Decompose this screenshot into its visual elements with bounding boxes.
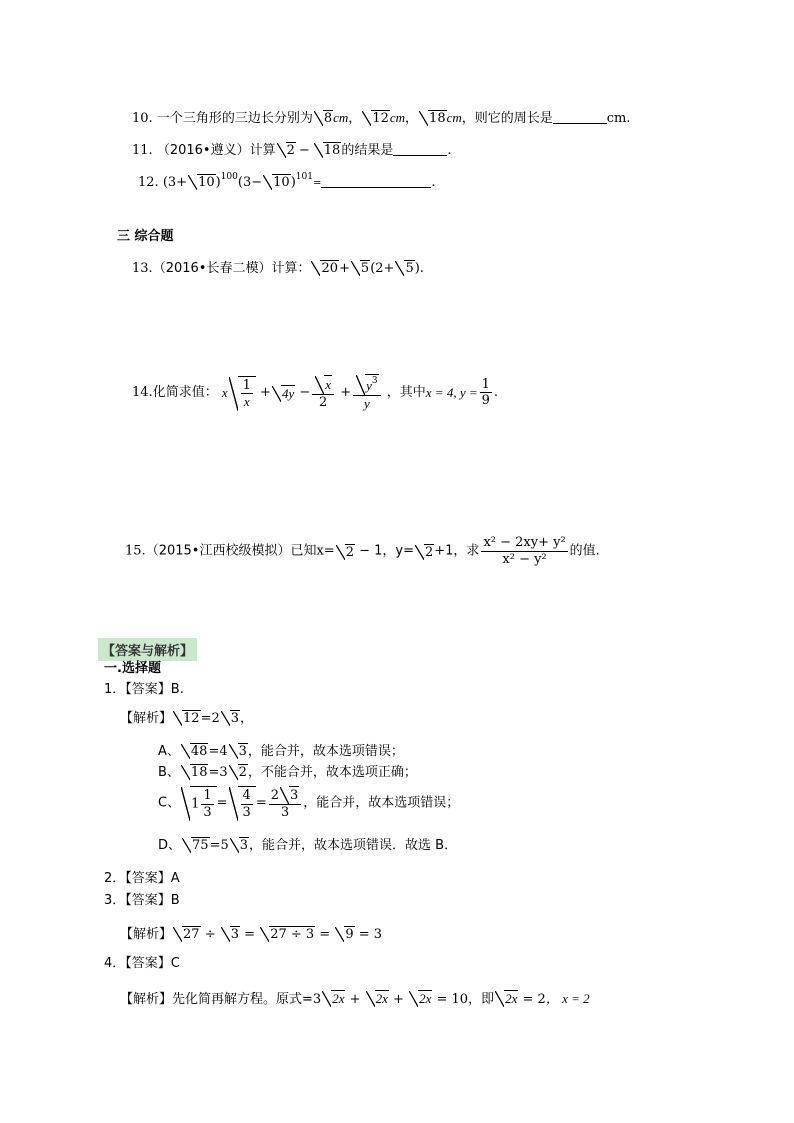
question-14: 14.化简求值： x $\frac{1}{x}$ + 4y − $\frac{x}{2}$ + $\frac{y^3}{y}$ ，其中x = 4, y = $\frac{1}{9}$ . bbox=[132, 376, 499, 411]
answer-blank[interactable] bbox=[393, 143, 447, 156]
answer-blank[interactable] bbox=[321, 175, 431, 188]
question-11: 11. （2016•遵义）计算 2 − 18的结果是 . bbox=[132, 143, 452, 158]
answer-1-label: 1．【答案】B. bbox=[104, 682, 184, 697]
option-c: C、 1 $\frac{1}{3}$ = $\frac{4}{3}$ = $\frac{2 3}{3}$ ，能合并，故本选项错误； bbox=[158, 788, 460, 820]
answer-3-label: 3．【答案】B bbox=[104, 893, 180, 908]
answers-header: 【答案与解析】 bbox=[98, 638, 197, 661]
option-b: B、 18=3 2，不能合并，故本选项正确； bbox=[158, 765, 417, 780]
sqrt-18: 18 bbox=[314, 142, 342, 157]
section-title: 一.选择题 bbox=[104, 661, 161, 676]
question-12: 12. $(3+ 10)^{100}(3- 10)^{101}=$ . bbox=[138, 172, 436, 190]
question-10: 10. 一个三角形的三边长分别为 8cm， 12cm， 18cm，则它的周长是 cm. bbox=[132, 110, 631, 126]
answer-blank[interactable] bbox=[553, 111, 607, 124]
sqrt-2: 2 bbox=[277, 142, 296, 157]
answer-2-label: 2．【答案】A bbox=[104, 871, 180, 886]
question-15: 15.（2015•江西校级模拟）已知x= 2 − 1，y= 2+1，求 $\frac{\text{x² − 2xy+ y²}}{\text{x² − y²}}$ 的值. bbox=[125, 535, 600, 567]
answer-4-explanation: 【解析】先化简再解方程。原式=3 2x + 2x + 2x = 10，即 2x = 2， x = 2 bbox=[120, 991, 590, 1007]
answer-1-explanation: 【解析】 12=2 3， bbox=[120, 711, 254, 726]
question-13: 13.（2016•长春二模）计算： 20+ 5(2+ 5). bbox=[132, 261, 424, 276]
sqrt-12: 12 bbox=[362, 110, 390, 125]
sqrt-8: 8 bbox=[314, 110, 333, 125]
section-title: 三 综合题 bbox=[117, 229, 174, 244]
option-a: A、 48=4 3，能合并，故本选项错误； bbox=[158, 744, 404, 759]
sqrt-18: 18 bbox=[419, 110, 447, 125]
option-d: D、 75=5 3，能合并，故本选项错误．故选 B． bbox=[158, 838, 458, 853]
answer-4-label: 4．【答案】C bbox=[104, 956, 180, 971]
answer-3-explanation: 【解析】 27 ÷ 3 = 27 ÷ 3 = 9 = 3 bbox=[120, 927, 383, 942]
